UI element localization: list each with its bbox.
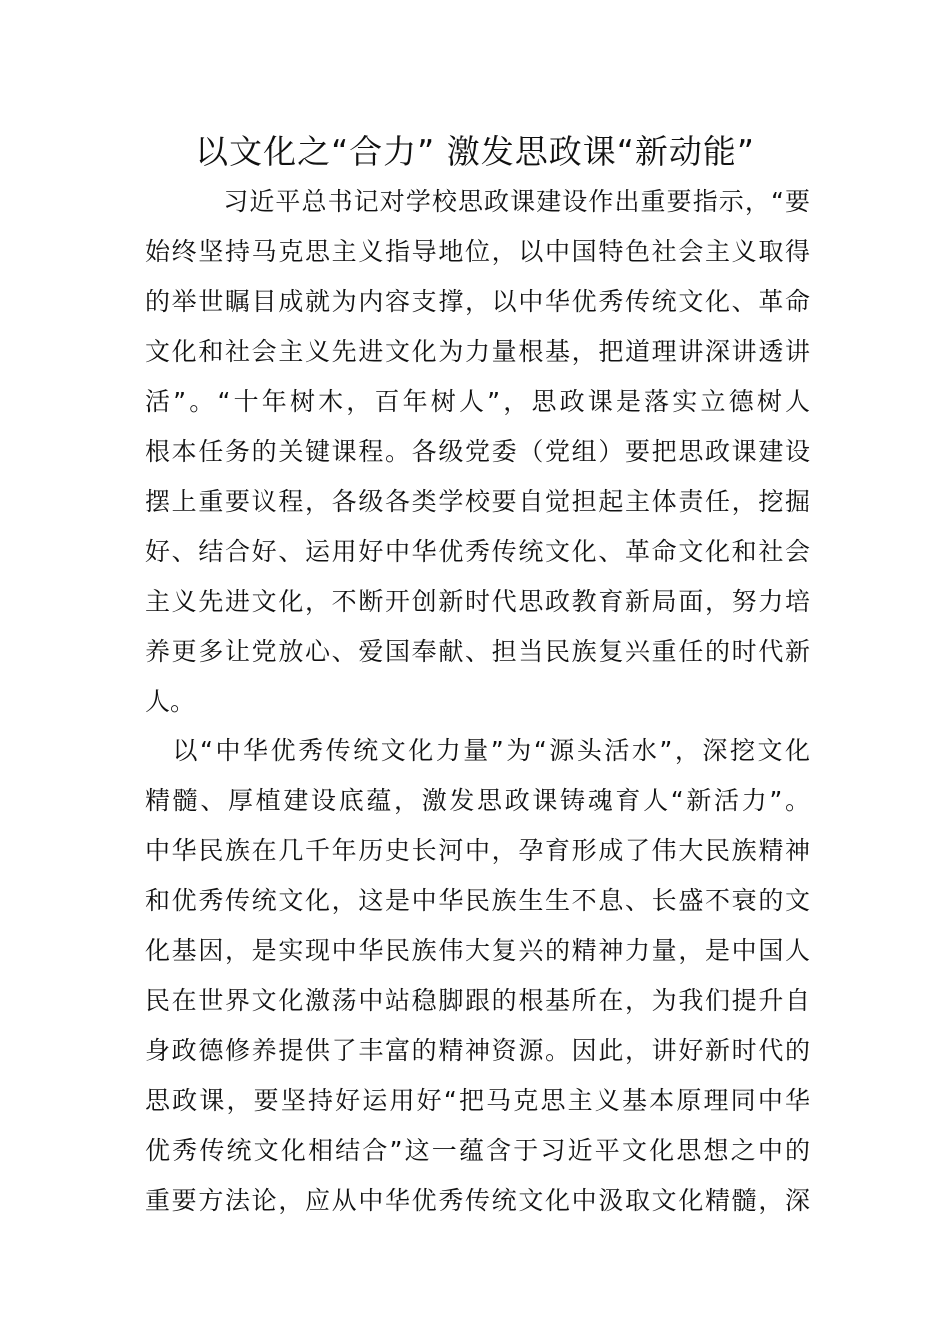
text-line: 思政课，要坚持好运用好“把马克思主义基本原理同中华 [145, 1086, 810, 1115]
text-line: 民在世界文化激荡中站稳脚跟的根基所在，为我们提升自 [145, 986, 810, 1015]
text-line: 摆上重要议程，各级各类学校要自觉担起主体责任，挖掘 [145, 487, 810, 516]
text-line: 人。 [145, 687, 196, 716]
text-line: 习近平总书记对学校思政课建设作出重要指示，“要 [145, 187, 810, 216]
text-line: 精髓、厚植建设底蕴，激发思政课铸魂育人“新活力”。 [145, 786, 810, 815]
text-line: 根本任务的关键课程。各级党委（党组）要把思政课建设 [145, 437, 810, 466]
text-line: 主义先进文化，不断开创新时代思政教育新局面，努力培 [145, 587, 810, 616]
text-line: 身政德修养提供了丰富的精神资源。因此，讲好新时代的 [145, 1036, 810, 1065]
text-line: 活”。“十年树木，百年树人”，思政课是落实立德树人 [145, 387, 810, 416]
text-line: 的举世瞩目成就为内容支撑，以中华优秀传统文化、革命 [145, 287, 810, 316]
text-line: 和优秀传统文化，这是中华民族生生不息、长盛不衰的文 [145, 886, 810, 915]
text-line: 优秀传统文化相结合”这一蕴含于习近平文化思想之中的 [145, 1136, 810, 1165]
text-line: 始终坚持马克思主义指导地位，以中国特色社会主义取得 [145, 237, 810, 266]
document-title: 以文化之“合力” 激发思政课“新动能” [195, 132, 755, 171]
text-line: 文化和社会主义先进文化为力量根基，把道理讲深讲透讲 [145, 337, 810, 366]
text-line: 以“中华优秀传统文化力量”为“源头活水”，深挖文化 [145, 736, 810, 765]
text-line: 化基因，是实现中华民族伟大复兴的精神力量，是中国人 [145, 936, 810, 965]
text-line: 中华民族在几千年历史长河中，孕育形成了伟大民族精神 [145, 836, 810, 865]
text-line: 养更多让党放心、爱国奉献、担当民族复兴重任的时代新 [145, 637, 810, 666]
text-line: 重要方法论，应从中华优秀传统文化中汲取文化精髓，深 [145, 1186, 810, 1215]
text-line: 好、结合好、运用好中华优秀传统文化、革命文化和社会 [145, 537, 810, 566]
